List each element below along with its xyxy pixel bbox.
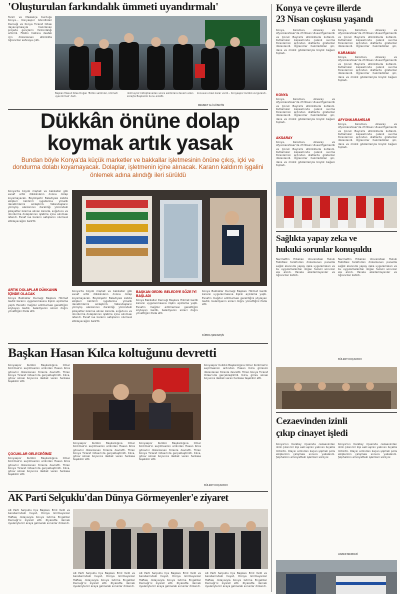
right-top-body-3: Konya, Karaman, Aksaray ve Afyonkarahisar'da 23 Nisan Ulusal Egemenlik ve Çocuk Bayramı etkinliklerle kutlandı. Kutlamalar kapsamında çelenk sunma törenlerinin ardından statlarda gösteriler düzenlendi. Öğrenciler hazırladıkları şiir, dans ve müzik gösterileriyle büyük beğeni topladı.: [276, 141, 335, 168]
akparti-headline: AK Parti Selçuklu'dan Dünya Görmeyenler'e ziyaret: [8, 493, 229, 504]
akparti-body-3: AK Parti Selçuklu İlçe Başkanı Emil Yedil ve beraberindeki heyet, Dünya Görmeyenler Haftası dolayısıyla Konya Görme Engelliler Derneği'ni ziyaret etti. Ziyarette dernek üyeleriyle bir araya gelinerek sorunlar dinlendi.: [139, 572, 201, 589]
saglik-body-a: Necmettin Erbakan Üniversitesi Hukuk Fakültesi tarafından düzenlenen panelde sağlık alanında yapay zeka uygulamaları ve bu uygulamalardan doğan hukuki sorunlar ele alındı. Panele akademisyenler ve öğrenciler katıldı.: [276, 258, 335, 278]
right-top-body-2: Konya, Karaman, Aksaray ve Afyonkarahisar'da 23 Nisan Ulusal Egemenlik ve Çocuk Bayramı etkinliklerle kutlandı. Kutlamalar kapsamında çelenk sunma törenlerinin ardından statlarda gösteriler düzenlendi. Öğrenciler hazırladıkları şiir, dans ve müzik gösterileriyle büyük beğeni topladı.: [276, 98, 335, 125]
market-photo: [72, 190, 267, 286]
main-body: Konya'da büyük market ve bakkallar gibi esnaf artık dükkânların önüne dolap koyamayacak. Büyükşehir Belediyesi zabıta ekipleri kaldırım işgallerine yönelik denetimlerini sıklaştırdı. Vatandaşların yürüyüş alanlarının daraldığı yönündeki şikayetler üzerine alınan kararla, soğutucu ve dondurma dolaplarının işletme içine alınması istendi. Esnaf ise kararın satışlarını olumsuz etkileyeceğini belirtti.: [8, 190, 68, 223]
top-left-caption-1: Başkan Mesud Köse Doğan 'Bütün saldırılar, ümmeti uyandırmalı' dedi.: [55, 92, 118, 98]
divider: [276, 412, 397, 413]
group-photo-illustration: [55, 16, 267, 90]
right-top-headline-line1: Konya ve çevre illerde: [276, 4, 361, 14]
column-rule: [271, 4, 272, 592]
baskan-right-column: [204, 364, 268, 490]
top-left-photo: [55, 16, 267, 90]
main-mid2-column: [136, 290, 198, 340]
baskan-body-right: Konyaspor Kulübü Başkanlığına Ömer Korkmaz'ın seçilmesinin ardından Hasan Kılca görevini düzenlenen törenle devretti. Tören Konya Ticaret Odası'nda gerçekleştirildi. Kılca, görev süresi boyunca destek veren herkese teşekkür etti.: [204, 364, 268, 381]
cezaevi-headline-line1: Cezaevinden izinli: [276, 416, 348, 427]
main-byline: KÜBRA ŞEN/ARŞİV: [202, 334, 225, 337]
right-top-body-b3: Konya, Karaman, Aksaray ve Afyonkarahisar'da 23 Nisan Ulusal Egemenlik ve Çocuk Bayramı etkinliklerle kutlandı. Kutlamalar kapsamında çelenk sunma törenlerinin ardından statlarda gösteriler düzenlendi. Öğrenciler hazırladıkları şiir, dans ve müzik gösterileriyle büyük beğeni topladı.: [338, 123, 397, 150]
divider: [276, 231, 397, 232]
group-visit-illustration: [73, 509, 268, 569]
baskan-under-photo-1: Konyaspor Kulübü Başkanlığına Ömer Korkmaz'ın seçilmesinin ardından Hasan Kılca görevini düzenlenen törenle devretti. Tören Konya Ticaret Odası'nda gerçekleştirildi. Kılca, görev süresi boyunca destek veren herkese teşekkür etti.: [73, 442, 135, 462]
divider: [8, 491, 268, 492]
top-left-caption-3: konusunu bazı karar verdi... Konyaspor kulübü vurgulandı.: [197, 92, 267, 95]
top-left-caption-2: dolmuş bir kütüphaneden sonra saldırılara devam eden süreçte Başkanlık bunu anlattı.: [127, 92, 194, 98]
main-sub-2: BAŞKAN GEDİK: BELEDİYE SÖZE İYİ BAŞLADI: [136, 290, 197, 298]
akparti-body: AK Parti Selçuklu İlçe Başkanı Emil Yedil ve beraberindeki heyet, Dünya Görmeyenler Haftası dolayısıyla Konya Görme Engelliler Derneği'ni ziyaret etti. Ziyarette dernek üyeleriyle bir araya gelinerek sorunlar dinlendi.: [8, 509, 70, 526]
baskan-under-photo-2: Konyaspor Kulübü Başkanlığına Ömer Korkmaz'ın seçilmesinin ardından Hasan Kılca görevini düzenlenen törenle devretti. Tören Konya Ticaret Odası'nda gerçekleştirildi. Kılca, görev süresi boyunca destek veren herkese teşekkür etti.: [139, 442, 201, 462]
top-left-lead: Tarım ve Meslekçe Kurduğu Konya... Konyaspor Gönüllüleri Derneği ve Konya Ticaret Odası dayanışmasıyla hazırlanan projede gençlerin farkındalığı artırıldı. Filistin halkına destek için düzenlenen etkinlikte öğrenciler sahneye çıktı.: [8, 16, 52, 43]
main-body-right: Konya Bakkallar Derneği Başkanı Hikmet Gedik kararın uygulanmasına ilişkin açıklama yaptı. Esnafın mağdur edilmemesi gerektiğini söyleyen Gedik, belediyenin süreci doğru yönettiğini ifade etti.: [202, 290, 267, 307]
main-deck: Bundan böyle Konya'da küçük marketler ve bakkallar işletmesinin önüne çıkış, içki ve dondurma dolabı koyamayacak. Dolaplar, işletmenin içine alınacak. Kararın kaldırım işgalini önlemek adına alındığı ileri sürüldü: [12, 157, 264, 179]
right-top-body-b: Konya, Karaman, Aksaray ve Afyonkarahisar'da 23 Nisan Ulusal Egemenlik ve Çocuk Bayramı etkinliklerle kutlandı. Kutlamalar kapsamında çelenk sunma törenlerinin ardından statlarda gösteriler düzenlendi. Öğrenciler hazırladıkları şiir,: [338, 29, 397, 49]
main-left-column: [8, 190, 68, 340]
saglik-headline-line1: Sağlıkta yapay zeka ve: [276, 233, 357, 243]
right-top-headline-line2: 23 Nisan coşkusu yaşandı: [276, 15, 374, 25]
baskan-body-2: Konyaspor Kulübü Başkanlığına Ömer Korkmaz'ın seçilmesinin ardından Hasan Kılca görevini düzenlenen törenle devretti. Tören Konya Ticaret Odası'nda gerçekleştirildi. Kılca, görev süresi boyunca destek veren herkese teşekkür etti.: [8, 457, 70, 477]
saglik-headline-line2: hukuki sorunlar konuşuldu: [276, 244, 372, 254]
baskan-body: Konyaspor Kulübü Başkanlığına Ömer Korkmaz'ın seçilmesinin ardından Hasan Kılca görevini düzenlenen törenle devretti. Tören Konya Ticaret Odası'nda gerçekleştirildi. Kılca, görev süresi boyunca destek veren herkese teşekkür etti.: [8, 364, 70, 384]
children-celebration-illustration: [276, 182, 397, 228]
main-body-2b: Konya Bakkallar Derneği Başkanı Hikmet Gedik kararın uygulanmasına ilişkin açıklama yaptı. Esnafın mağdur edilmemesi gerektiğini söyleyen Gedik, belediyenin süreci doğru yönettiğini ifade etti.: [136, 299, 198, 316]
nisan-photo: [276, 182, 397, 228]
cezaevi-headline-line2: çıkıp cinayet işledi: [276, 428, 348, 439]
market-shelves-illustration: [72, 190, 267, 286]
right-top-body-b2: Konya, Karaman, Aksaray ve Afyonkarahisar'da 23 Nisan Ulusal Egemenlik ve Çocuk Bayramı etkinliklerle kutlandı. Kutlamalar kapsamında çelenk sunma törenlerinin ardından statlarda gösteriler düzenlendi. Öğrenciler hazırladıkları şiir, dans ve müzik gösterileriyle büyük beğeni topladı.: [338, 56, 397, 83]
right-top-body: Konya, Karaman, Aksaray ve Afyonkarahisar'da 23 Nisan Ulusal Egemenlik ve Çocuk Bayramı etkinliklerle kutlandı. Kutlamalar kapsamında çelenk sunma törenlerinin ardından statlarda gösteriler düzenlendi. Öğrenciler hazırladıkları şiir, dans ve müzik gösterileriyle büyük beğeni topladı.: [276, 29, 335, 56]
main-body-mid: Konya'da büyük market ve bakkallar gibi esnaf artık dükkânların önüne dolap koyamayacak. Büyükşehir Belediyesi zabıta ekipleri kaldırım işgallerine yönelik denetimlerini sıklaştırdı. Vatandaşların yürüyüş alanlarının daraldığı yönündeki şikayetler üzerine alınan kararla, soğutucu ve dondurma dolaplarının işletme içine alınması istendi. Esnaf ise kararın satışlarını olumsuz etkileyeceğini belirtti.: [72, 290, 132, 323]
main-mid-column: [72, 290, 132, 340]
akparti-body-2: AK Parti Selçuklu İlçe Başkanı Emil Yedil ve beraberindeki heyet, Dünya Görmeyenler Haftası dolayısıyla Konya Görme Engelliler Derneği'ni ziyaret etti. Ziyarette dernek üyeleriyle bir araya gelinerek sorunlar dinlendi.: [73, 572, 135, 589]
main-headline-line1: Dükkân önüne dolap: [40, 110, 240, 133]
divider: [8, 343, 268, 344]
right-top-sub-afyon: AFYONKARAHİSAR: [338, 118, 371, 122]
baskan-byline: BÜLENT KOÇAKBAY: [204, 484, 228, 487]
main-body-2: Konya Bakkallar Derneği Başkanı Hikmet Gedik kararın uygulanmasına ilişkin açıklama yaptı. Esnafın mağdur edilmemesi gerektiğini söyleyen Gedik, belediyenin süreci doğru yönettiğini ifade etti.: [8, 297, 68, 314]
cezaevi-body-b: Konya'nın Karatay ilçesinde cezaevinden izinli çıkan bir kişi eski eşinin yakınını bıçakla öldürdü. Olayın ardından kaçan şüpheli polis ekiplerinin çalışması sonucu yakalandı. Şüphelinin emniyetteki işlemleri sürüyor.: [338, 443, 397, 460]
cezaevi-photo: [276, 560, 397, 594]
baskan-headline: Başkan Hasan Kılca koltuğunu devretti: [8, 345, 217, 360]
right-top-sub-konya: KONYA: [276, 93, 288, 97]
baskan-left-column: [8, 364, 70, 490]
saglik-byline: BÜLENT KOÇAKBAY: [338, 358, 362, 361]
right-top-sub-karaman: KARAMAN: [338, 51, 356, 55]
saglik-body-b: Necmettin Erbakan Üniversitesi Hukuk Fakültesi tarafından düzenlenen panelde sağlık alanında yapay zeka uygulamaları ve bu uygulamalardan doğan hukuki sorunlar ele alındı. Panele akademisyenler ve öğrenciler katıldı.: [338, 258, 397, 278]
main-headline-line2: koymak artık yasak: [47, 132, 233, 155]
top-left-byline: MEHMET ALİ HÜSEYİN: [198, 104, 225, 107]
top-left-headline: 'Oluşturulan farkındalık ümmeti uyandırmalı': [8, 1, 219, 13]
akparti-photo: [73, 509, 268, 569]
panel-illustration: [276, 367, 397, 409]
main-right-column: [202, 290, 267, 340]
baskan-sub: ÇOCUKLAR GELECEĞİMİZ: [8, 452, 52, 456]
office-illustration: [73, 364, 201, 440]
akparti-body-4: AK Parti Selçuklu İlçe Başkanı Emil Yedil ve beraberindeki heyet, Dünya Görmeyenler Haftası dolayısıyla Konya Görme Engelliler Derneği'ni ziyaret etti. Ziyarette dernek üyeleriyle bir araya gelinerek sorunlar dinlendi.: [205, 572, 267, 589]
right-top-col-b: [338, 29, 397, 181]
right-top-sub-aksaray: AKSARAY: [276, 136, 293, 140]
baskan-photo: [73, 364, 201, 440]
main-sub-1: ARTIK DOLAPLAR DÜKKANIN İÇİNDE OLACAK: [8, 288, 58, 296]
cezaevi-byline: HABER MERKEZİ: [338, 553, 358, 556]
saglik-photo: [276, 367, 397, 409]
saglik-col-b: [338, 258, 397, 364]
crime-scene-illustration: [276, 560, 397, 594]
right-top-col-a: [276, 29, 335, 181]
cezaevi-body-a: Konya'nın Karatay ilçesinde cezaevinden izinli çıkan bir kişi eski eşinin yakınını bıçakla öldürdü. Olayın ardından kaçan şüpheli polis ekiplerinin çalışması sonucu yakalandı. Şüphelinin emniyetteki işlemleri sürüyor.: [276, 443, 335, 460]
